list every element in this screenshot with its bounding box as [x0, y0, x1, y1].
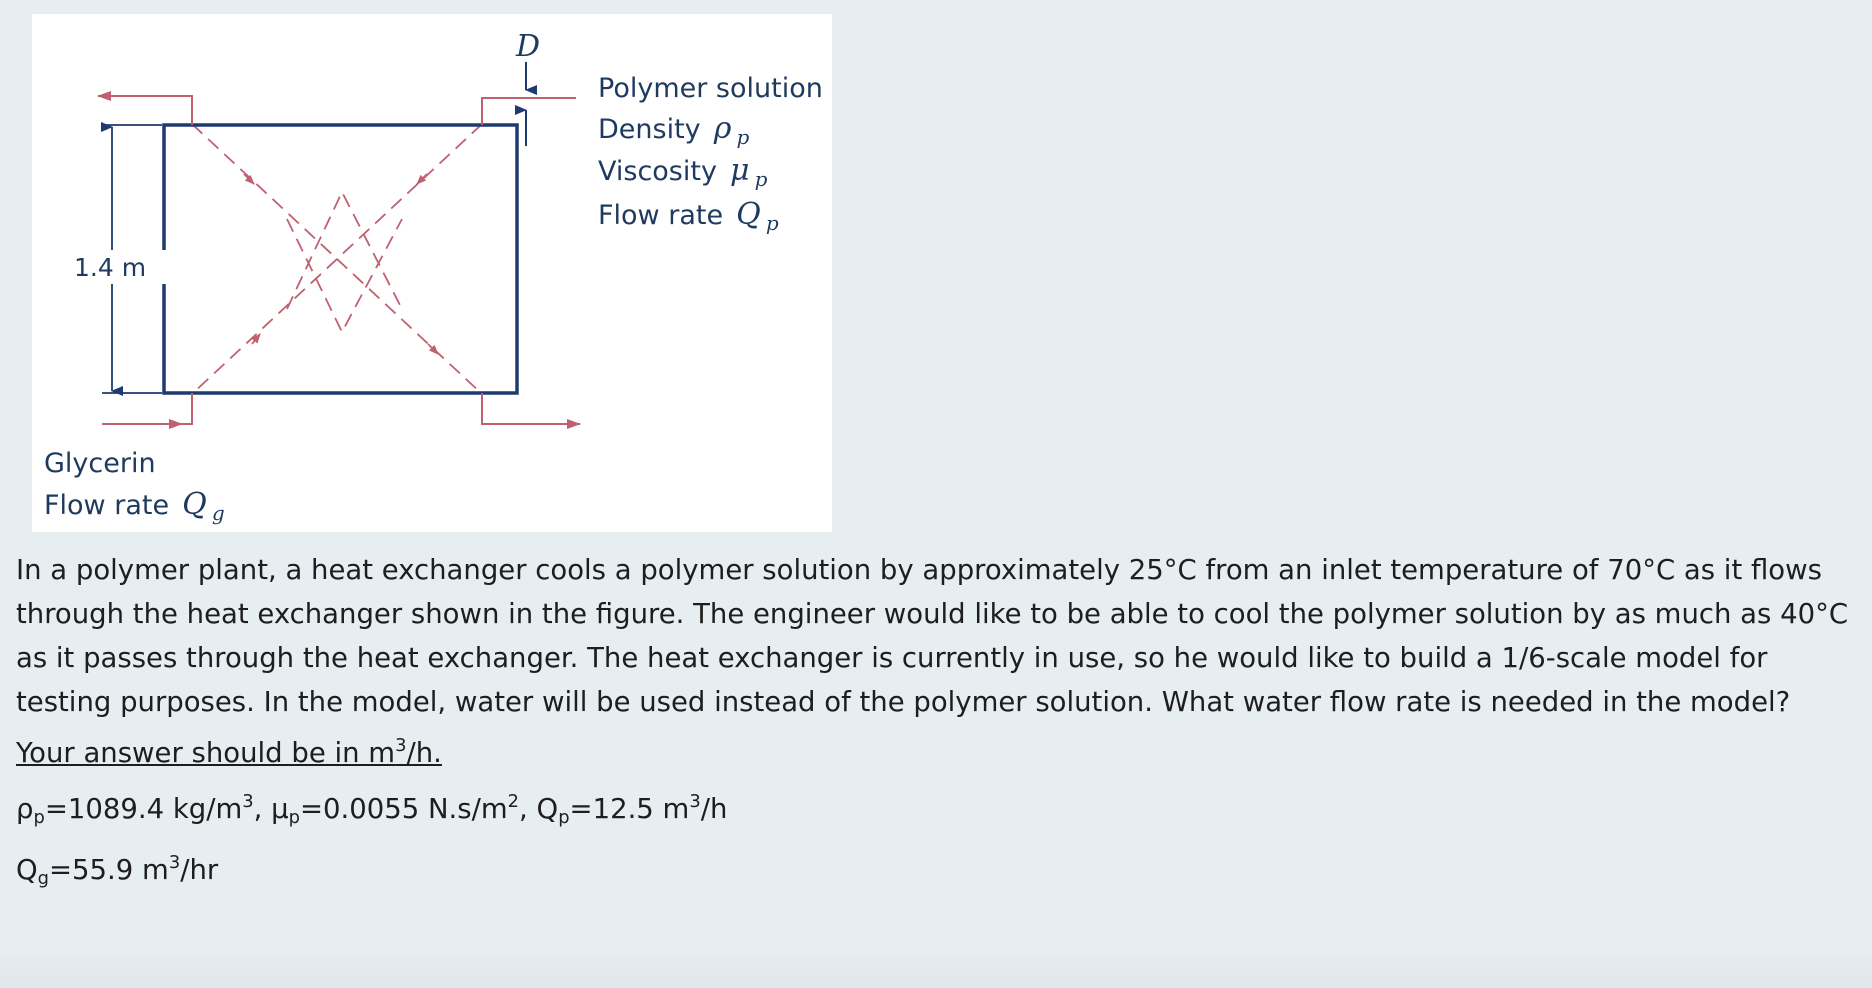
given-glycerin-flow: $Q_g=55.9$ $m^3/hr$ [16, 852, 219, 889]
answer-units-instruction: Your answer should be in $m^3/h$. [16, 735, 442, 769]
d-label: D [516, 29, 541, 64]
problem-statement [16, 548, 1856, 775]
exchanger-box [164, 125, 517, 393]
heat-exchanger-diagram [32, 14, 832, 532]
glycerin-flow-rate: Flow rate Q g [44, 487, 225, 525]
glycerin-title: Glycerin [44, 448, 156, 479]
height-dimension-label: 1.4 m [74, 253, 147, 282]
polymer-viscosity: Viscosity μ p [598, 153, 768, 191]
glycerin-inlet-pipe [102, 393, 192, 424]
glycerin-outlet-pipe [98, 96, 192, 125]
given-polymer-properties: $\rho_p=1089.4$ $kg/m^3$, $\mu_p=0.0055$ $N.s/m^2$, $Q_p=12.5$ $m^3/h$ [16, 791, 728, 828]
polymer-flow-rate: Flow rate Q p [598, 197, 779, 235]
polymer-outlet-pipe [482, 393, 580, 424]
heat-exchanger-figure [32, 14, 832, 532]
polymer-density: Density ρ p [598, 111, 750, 149]
polymer-title: Polymer solution [598, 73, 823, 104]
polymer-inlet-pipe [482, 98, 576, 125]
problem-text: In a polymer plant, a heat exchanger cools a polymer solution by approximately 25°C from an inlet temperature of 70°C as it flows through the heat exchanger shown in the figure. The engineer would like to be able to cool the polymer solution by as much as 40°C as it passes through the heat exchanger. The heat exchanger is currently in use, so he would like to build a 1/6-scale model for testing purposes. In the model, water will be used instead of the polymer solution. What water flow rate is needed in the model? [16, 554, 1849, 718]
page-bottom-shade [0, 952, 1872, 988]
